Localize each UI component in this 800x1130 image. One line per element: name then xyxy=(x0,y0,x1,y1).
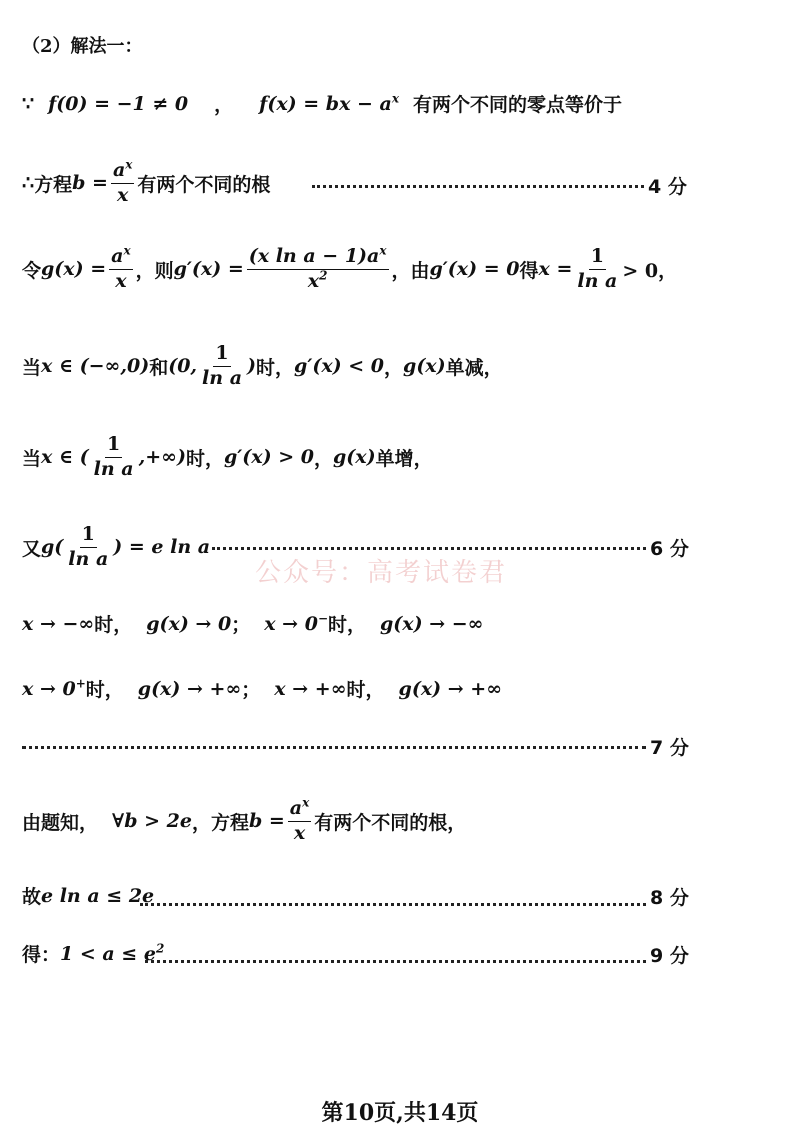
gprime-neg: g′(x) < 0 xyxy=(294,355,385,378)
line-2 xyxy=(22,157,271,207)
given-text: 由题知， xyxy=(22,811,99,834)
limit-4: x → +∞ xyxy=(274,677,347,700)
leader-dots-3 xyxy=(22,746,646,749)
leader-dots-1 xyxy=(312,185,644,188)
g-def: g(x) = xyxy=(41,258,107,281)
g-fn: g(x) xyxy=(403,355,446,378)
cond-f0: f(0) = −1 ≠ 0 xyxy=(48,92,189,115)
line-6 xyxy=(22,524,210,571)
interval-2-close: ) xyxy=(247,355,257,378)
g-min-value: ) = e ln a xyxy=(113,536,211,559)
decreasing-text: 单减， xyxy=(445,356,503,379)
semicolon-a: ； xyxy=(231,614,251,636)
time-text: 时， xyxy=(256,356,295,379)
score-8: 8 分 xyxy=(650,887,689,909)
two-roots-text: 有两个不同的根， xyxy=(314,811,467,834)
ineq-1: e ln a ≤ 2e xyxy=(41,884,155,907)
gprime-def: g′(x) = xyxy=(173,258,244,281)
limit-1: x → −∞ xyxy=(22,612,95,635)
hence-text: 故 xyxy=(22,886,42,908)
limit-2: x → 0− xyxy=(264,611,328,635)
score-7: 7 分 xyxy=(650,737,689,759)
time-c: 时， xyxy=(85,679,124,701)
when-text-2: 当 xyxy=(22,447,42,470)
interval-1: x ∈ (−∞,0) xyxy=(41,355,150,378)
because-symbol: ∵ xyxy=(22,92,35,115)
lhs-b-2: b = xyxy=(248,810,285,833)
solution-heading: （2）解法一： xyxy=(22,36,143,57)
fraction-ax-x-2: $\frac{a^x}{x}$ xyxy=(289,795,310,844)
fraction-1-lna-d: $\frac{1}{\text{ln a}}$ xyxy=(68,523,109,570)
g-open: g( xyxy=(41,536,64,559)
lhs-b: b = xyxy=(72,172,108,195)
therefore-symbol: ∴ xyxy=(22,172,35,195)
line-4 xyxy=(22,343,503,390)
semicolon-b: ； xyxy=(241,679,261,701)
fraction-1-lna-c: $\frac{1}{\text{ln a}}$ xyxy=(93,433,134,480)
leader-dots-2 xyxy=(212,547,646,550)
when-text: 当 xyxy=(22,356,42,379)
interval-3-open: x ∈ ( xyxy=(41,446,89,469)
let-text: 令 xyxy=(22,259,42,282)
time-d: 时， xyxy=(346,679,385,701)
line-5 xyxy=(22,434,433,481)
time-a: 时， xyxy=(94,614,133,636)
fraction-g: $\frac{a^x}{x}$ xyxy=(111,243,131,292)
line-1 xyxy=(22,90,622,117)
line-11 xyxy=(22,882,154,909)
gprime-pos: g′(x) > 0 xyxy=(223,446,314,469)
line2-text2: 有两个不同的根 xyxy=(137,173,271,196)
final-range: $1 < a \le e^2$ xyxy=(60,941,165,965)
leader-dots-5 xyxy=(145,960,646,963)
g-fn-2: g(x) xyxy=(332,446,376,469)
equation-text: ，方程 xyxy=(191,811,249,834)
limit-1-val: g(x) → 0 xyxy=(146,612,232,635)
gprime-zero: g′(x) = 0 xyxy=(429,258,520,281)
line-7 xyxy=(22,610,484,637)
gt-zero: > 0， xyxy=(622,259,678,282)
line-8 xyxy=(22,675,502,702)
also-text: 又 xyxy=(22,537,42,560)
fraction-1-lna: $\frac{1}{\text{ln a}}$ xyxy=(577,245,618,292)
line1-text: 有两个不同的零点等价于 xyxy=(413,94,623,116)
sep: ， xyxy=(214,94,234,116)
line-3 xyxy=(22,243,678,293)
limit-3-val: g(x) → +∞ xyxy=(137,677,242,700)
score-6: 6 分 xyxy=(650,538,689,560)
line2-text1: 方程 xyxy=(34,173,73,196)
limit-4-val: g(x) → +∞ xyxy=(398,677,503,700)
by-text: ，由 xyxy=(391,259,430,282)
result-text: 得： xyxy=(22,944,61,966)
x-eq: x = xyxy=(538,258,573,281)
limit-3: x → 0+ xyxy=(22,676,86,700)
time-text-2: 时， xyxy=(185,447,224,470)
fraction-1-lna-b: $\frac{1}{\text{ln a}}$ xyxy=(202,342,243,389)
forall-cond: ∀b > 2e xyxy=(112,810,192,833)
then-text: ，则 xyxy=(135,259,174,282)
line-10 xyxy=(22,795,467,845)
and-text: 和 xyxy=(149,356,169,379)
increasing-text: 单增， xyxy=(375,447,433,470)
comma-2: ， xyxy=(313,447,333,470)
watermark: 公众号：高考试卷君 xyxy=(255,558,508,588)
interval-3-close: ,+∞) xyxy=(138,446,186,469)
get-text: 得 xyxy=(519,259,539,282)
line-12 xyxy=(22,940,164,967)
fraction-ax-x: $\frac{a^x}{x}$ xyxy=(112,157,133,206)
fraction-gprime: $\frac{(x \ln a - 1)a^x}{x^2}$ xyxy=(248,243,387,292)
limit-2-val: g(x) → −∞ xyxy=(380,612,484,635)
time-b: 时， xyxy=(328,614,367,636)
score-4: 4 分 xyxy=(648,176,687,198)
page-footer: 第10页,共14页 xyxy=(321,1100,479,1126)
leader-dots-4 xyxy=(140,903,646,906)
score-9: 9 分 xyxy=(650,945,689,967)
comma: ， xyxy=(384,356,404,379)
interval-2-open: (0, xyxy=(168,355,198,378)
func-def: f(x) = bx − $a^x$ xyxy=(259,91,400,115)
